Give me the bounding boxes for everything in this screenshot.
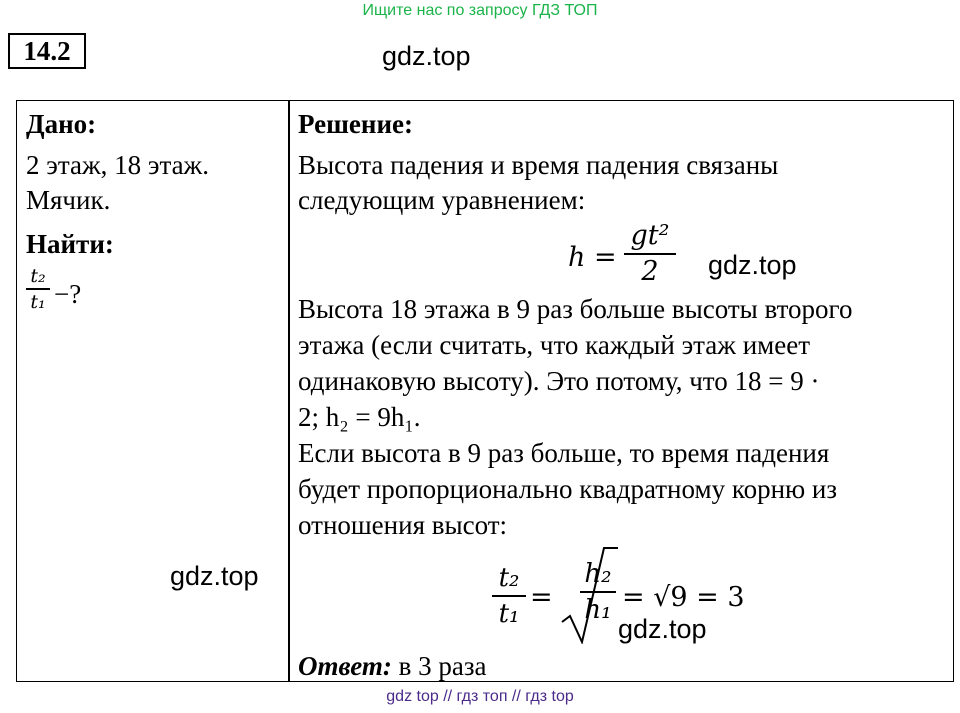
formula-denominator: 2 <box>641 255 659 287</box>
watermark: gdz.top <box>708 250 797 280</box>
solution-text-line: Если высота в 9 раз больше, то время падения <box>298 438 830 468</box>
formula-fraction <box>624 220 676 288</box>
ratio-equals: = <box>530 582 553 613</box>
solution-text-line: одинаковую высоту). Это потому, что 18 = 9 · <box>298 366 820 396</box>
problem-number: 14.2 <box>8 33 86 69</box>
solution-text-line: Высота 18 этажа в 9 раз больше высоты второго <box>298 294 853 324</box>
solution-text-line: Высота падения и время падения связаны <box>298 150 779 180</box>
footer-links[interactable]: gdz top // гдз топ // гдз top <box>386 688 574 705</box>
find-fraction <box>26 265 50 313</box>
solution-text-line: этажа (если считать, что каждый этаж имеет <box>298 330 810 360</box>
solution-heading: Решение: <box>298 109 413 139</box>
table-divider <box>288 100 290 682</box>
ratio-numerator: t₂ <box>498 563 520 593</box>
fraction-bar <box>580 591 616 593</box>
given-line-2: Мячик. <box>26 185 111 215</box>
given-line-1: 2 этаж, 18 этаж. <box>26 150 209 180</box>
formula-numerator: gt² <box>630 220 670 251</box>
watermark: gdz.top <box>618 614 707 644</box>
fraction-bar <box>492 595 526 597</box>
solution-text-line: будет пропорционально квадратному корню из <box>298 474 838 504</box>
height-fraction <box>580 558 616 626</box>
ratio-denominator: t₁ <box>498 598 520 629</box>
top-banner[interactable]: Ищите нас по запросу ГДЗ ТОП <box>362 2 598 19</box>
solution-text-line: 2; h₂ = 9h₁. <box>298 402 421 432</box>
find-numerator: t₂ <box>30 265 46 287</box>
height-denominator: h₁ <box>584 594 612 625</box>
watermark: gdz.top <box>382 41 471 71</box>
fraction-bar <box>26 288 50 290</box>
answer-label: Ответ: <box>298 651 392 681</box>
answer-text: в 3 раза <box>391 651 487 681</box>
find-suffix: −? <box>54 279 82 309</box>
formula-result: = √9 = 3 <box>622 582 745 613</box>
ratio-fraction <box>492 562 526 630</box>
formula-lhs: h = <box>568 242 617 273</box>
given-heading: Дано: <box>26 109 97 139</box>
solution-text-line: отношения высот: <box>298 510 508 540</box>
watermark: gdz.top <box>170 561 259 591</box>
answer <box>298 648 487 684</box>
fraction-bar <box>624 253 676 255</box>
find-heading: Найти: <box>26 229 114 259</box>
solution-text-line: следующим уравнением: <box>298 185 586 215</box>
height-numerator: h₂ <box>584 559 612 589</box>
find-denominator: t₁ <box>30 290 46 313</box>
